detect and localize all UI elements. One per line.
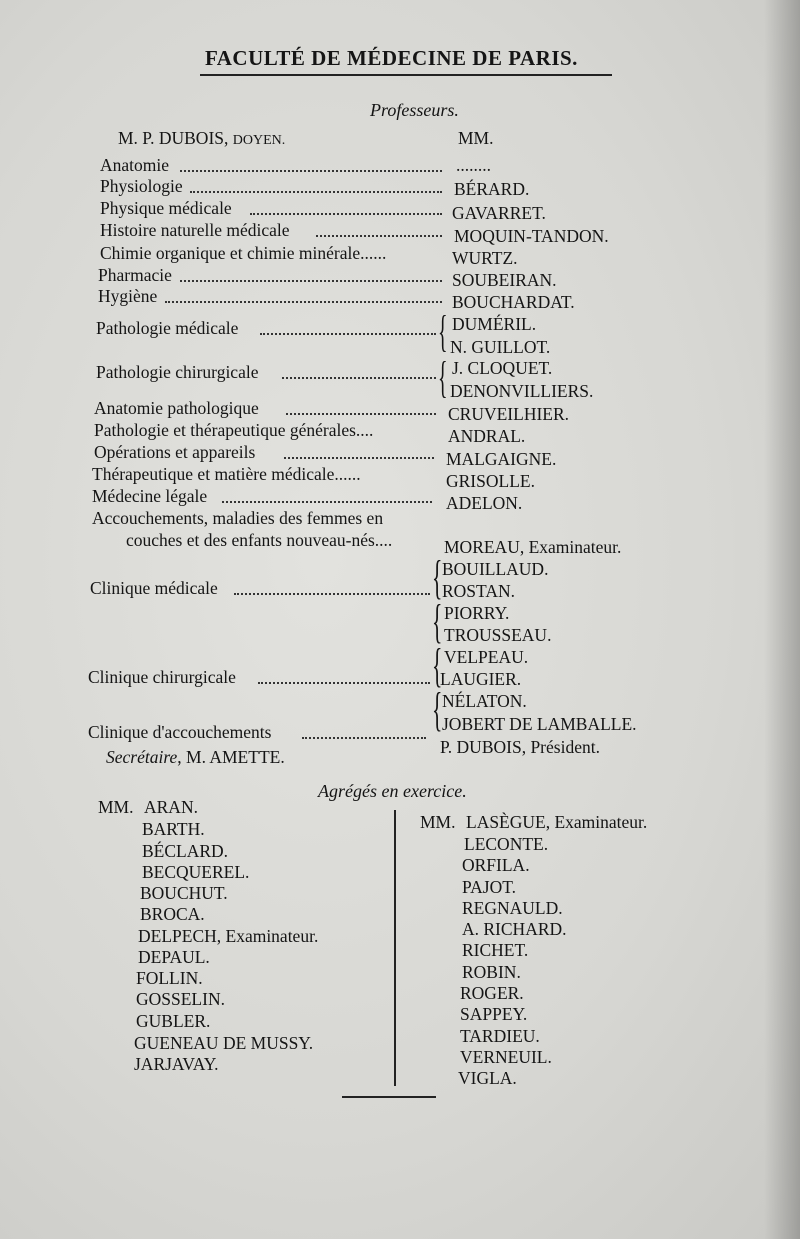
- professor-name: DUMÉRIL.: [452, 314, 537, 334]
- professor-name: PIORRY.: [444, 603, 510, 623]
- leader-dots: [302, 737, 426, 739]
- subject-operations: Opérations et appareils: [94, 442, 256, 462]
- leader-dots: [180, 280, 442, 282]
- role-label: Examinateur.: [528, 537, 622, 557]
- subject-pathologie-therapeutique: Pathologie et thérapeutique générales....: [94, 420, 374, 440]
- professor-name: TROUSSEAU.: [444, 625, 552, 645]
- secretary-name: , M. AMETTE.: [177, 747, 285, 767]
- agrege-name: DEPAUL.: [138, 947, 210, 967]
- leader-dots: [258, 682, 430, 684]
- subject-pathologie-medicale: Pathologie médicale: [96, 318, 239, 338]
- leader-dots: [284, 457, 434, 459]
- professor-name: CRUVEILHIER.: [448, 404, 570, 424]
- subject-physiologie: Physiologie: [100, 176, 183, 196]
- brace: {: [432, 639, 443, 692]
- professor-name: N. GUILLOT.: [450, 337, 551, 357]
- brace: {: [438, 307, 448, 356]
- agrege-name: VERNEUIL.: [460, 1047, 552, 1067]
- professor-name: SOUBEIRAN.: [452, 270, 557, 290]
- agrege-name: GUENEAU DE MUSSY.: [134, 1033, 314, 1053]
- agrege-name: DELPECH, Examinateur.: [138, 926, 319, 946]
- professor-name: ADELON.: [446, 493, 523, 513]
- agrege-name: ARAN.: [144, 797, 198, 817]
- leader-dots: [316, 235, 442, 237]
- agrege-name: BOUCHUT.: [140, 883, 228, 903]
- subject-clinique-medicale: Clinique médicale: [90, 578, 218, 598]
- secretary-label: Secrétaire: [106, 747, 178, 767]
- agrege-name: ROBIN.: [462, 962, 521, 982]
- subject-accouchements: Accouchements, maladies des femmes en: [92, 508, 384, 528]
- subject-anatomie-pathologique: Anatomie pathologique: [94, 398, 259, 418]
- agrege-name: GOSSELIN.: [136, 989, 225, 1009]
- professor-line: [440, 737, 600, 757]
- professor-name: DENONVILLIERS.: [450, 381, 594, 401]
- agrege-name: BARTH.: [142, 819, 205, 839]
- column-divider: [394, 810, 396, 1086]
- professor-name: MOQUIN-TANDON.: [454, 226, 609, 246]
- professor-name: LAUGIER.: [440, 669, 522, 689]
- page-edge-shadow: [764, 0, 800, 1239]
- mm-label: MM.: [458, 128, 494, 148]
- agrege-name: ORFILA.: [462, 855, 530, 875]
- agrege-name: A. RICHARD.: [462, 919, 567, 939]
- leader-dots: [286, 413, 436, 415]
- professor-name: ........: [456, 155, 491, 175]
- left-mm-label: MM.: [98, 797, 134, 817]
- subject-therapeutique: Thérapeutique et matière médicale......: [92, 464, 361, 484]
- professor-line: [444, 537, 621, 557]
- subject-accouchements-cont: couches et des enfants nouveau-nés....: [126, 530, 393, 550]
- professor-name: MALGAIGNE.: [446, 449, 557, 469]
- professor-name: J. CLOQUET.: [452, 358, 553, 378]
- role-label: Président.: [530, 737, 600, 757]
- dean-name: M. P. DUBOIS,: [118, 128, 229, 148]
- agrege-name: BROCA.: [140, 904, 205, 924]
- professor-name: P. DUBOIS,: [440, 737, 527, 757]
- subject-anatomie: Anatomie: [100, 155, 170, 175]
- agrege-name: PAJOT.: [462, 877, 516, 897]
- right-mm-label: MM.: [420, 812, 456, 832]
- agrege-name: FOLLIN.: [136, 968, 203, 988]
- leader-dots: [190, 191, 442, 193]
- professor-name: NÉLATON.: [442, 691, 527, 711]
- subject-pharmacie: Pharmacie: [98, 265, 172, 285]
- agrege-name: SAPPEY.: [460, 1004, 528, 1024]
- secretary-line: [106, 747, 285, 767]
- professeurs-heading: Professeurs.: [370, 100, 459, 120]
- brace: {: [432, 595, 443, 648]
- subject-histoire-naturelle: Histoire naturelle médicale: [100, 220, 290, 240]
- agrege-name: TARDIEU.: [460, 1026, 540, 1046]
- subject-clinique-accouchements: Clinique d'accouchements: [88, 722, 272, 742]
- agrege-name: VIGLA.: [458, 1068, 517, 1088]
- leader-dots: [222, 501, 432, 503]
- professor-name: ROSTAN.: [442, 581, 515, 601]
- agreges-heading: Agrégés en exercice.: [318, 781, 467, 801]
- professor-name: GAVARRET.: [452, 203, 546, 223]
- leader-dots: [250, 213, 442, 215]
- agrege-name: JARJAVAY.: [134, 1054, 219, 1074]
- subject-pathologie-chirurgicale: Pathologie chirurgicale: [96, 362, 259, 382]
- professor-name: BOUILLAUD.: [442, 559, 549, 579]
- leader-dots: [180, 170, 442, 172]
- agrege-name: RICHET.: [462, 940, 529, 960]
- professor-name: VELPEAU.: [444, 647, 529, 667]
- agrege-name: ROGER.: [460, 983, 524, 1003]
- brace: {: [432, 551, 443, 604]
- bottom-rule: [342, 1096, 436, 1098]
- professor-name: BOUCHARDAT.: [452, 292, 575, 312]
- agrege-name: REGNAULD.: [462, 898, 563, 918]
- subject-physique: Physique médicale: [100, 198, 232, 218]
- leader-dots: [260, 333, 436, 335]
- professor-name: BÉRARD.: [454, 179, 530, 199]
- brace: {: [432, 683, 443, 736]
- professor-name: JOBERT DE LAMBALLE.: [442, 714, 637, 734]
- dean-title: DOYEN.: [232, 133, 286, 148]
- agrege-name: LECONTE.: [464, 834, 549, 854]
- leader-dots: [234, 593, 430, 595]
- subject-medecine-legale: Médecine légale: [92, 486, 208, 506]
- professor-name: MOREAU,: [444, 537, 525, 557]
- leader-dots: [282, 377, 436, 379]
- agrege-name: BECQUEREL.: [142, 862, 250, 882]
- subject-chimie: Chimie organique et chimie minérale......: [100, 243, 387, 263]
- dean-line: [118, 128, 285, 151]
- subject-clinique-chirurgicale: Clinique chirurgicale: [88, 667, 236, 687]
- professor-name: ANDRAL.: [448, 426, 526, 446]
- leader-dots: [165, 301, 442, 303]
- agrege-name: GUBLER.: [136, 1011, 211, 1031]
- subject-hygiene: Hygiène: [98, 286, 158, 306]
- brace: {: [438, 353, 448, 402]
- title-rule: [200, 74, 612, 76]
- agrege-name: BÉCLARD.: [142, 841, 229, 861]
- page-title: FACULTÉ DE MÉDECINE DE PARIS.: [205, 46, 578, 70]
- agrege-name: LASÈGUE, Examinateur.: [466, 812, 648, 832]
- professor-name: GRISOLLE.: [446, 471, 535, 491]
- professor-name: WURTZ.: [452, 248, 518, 268]
